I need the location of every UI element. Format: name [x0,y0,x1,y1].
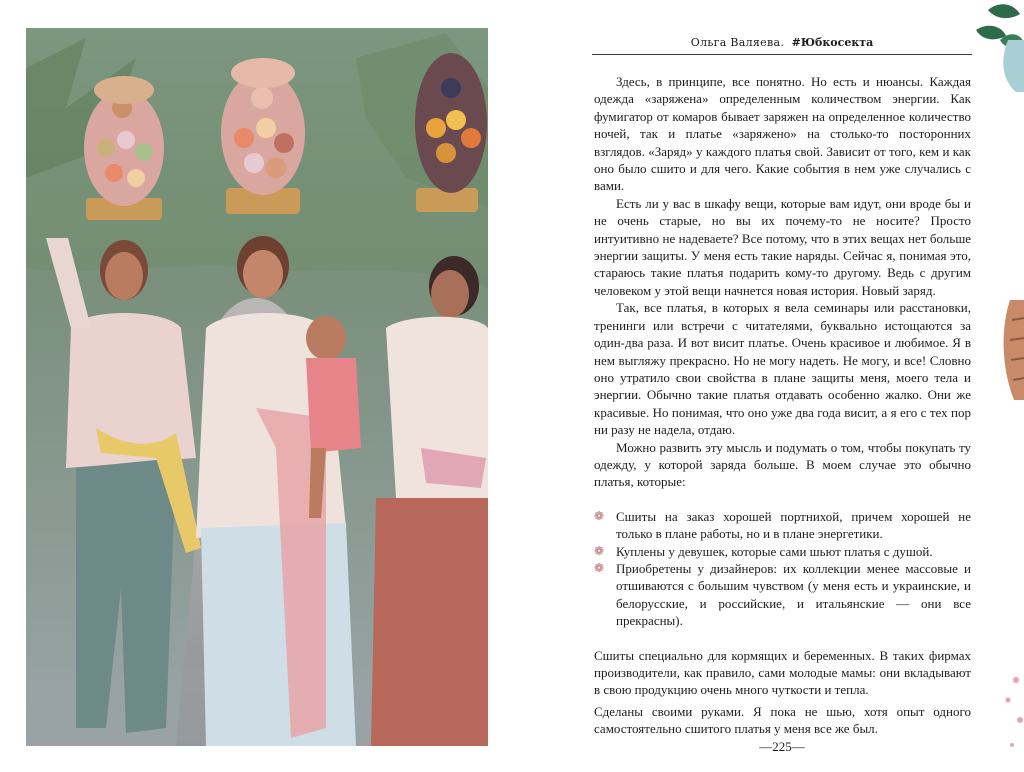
paragraph: Так, все платья, в которых я вела семинары или расстановки, тренинги или встречи с читателями, буквально истощаются за один-два раза. И вот висит платье. Очень красивое и любимое. Я в нем выгляжу прекрасно. Но не могу надеть. Не могу, и все! Словно оно утратило свои свойства в плане защиты меня, моего тела и энергии. Обычно такие платья отдавать особенно жалко. Они же красивые. Но понимая, что оно уже два года висит, а я его с тех пор ни разу не надела, отдаю. [594,300,971,438]
paragraph: Здесь, в принципе, все понятно. Но есть и нюансы. Каждая одежда «заряжена» определенным количеством энергии. Как фумигатор от комаров бывает заряжен на определенное количество ночей, так и платье «заряжено» на столько-то посторонних взглядов. «Заряд» у каждого платья свой. Зависит от того, кем и как оно было сшито и для чего. Какие события в нем уже случались с вами. [594,74,971,194]
pot-icon [1004,300,1024,400]
illustration-women-with-offerings [26,28,488,746]
header-divider [592,54,972,55]
bullet-list [594,508,971,630]
flower-bullet-icon: ❁ [594,508,605,523]
list-item [594,508,971,543]
paragraph: Сделаны своими руками. Я пока не шью, хотя опыт одного самостоятельно сшитого платья у меня все же был. [594,703,971,737]
petals-decoration [1006,677,1024,747]
decorative-leaves-and-vase [970,0,1024,772]
flower-bullet-icon: ❁ [594,560,605,575]
list-item [594,543,971,560]
list-item-text: Сшиты на заказ хорошей портнихой, причем хорошей не только в плане работы, но и в плане энергетики. [616,508,971,542]
paragraph: Можно развить эту мысль и подумать о том, чтобы покупать ту одежду, у которой заряда больше. В моем случае это обычно платья, которые: [594,439,971,490]
running-header [592,36,972,49]
list-item-text: Куплены у девушек, которые сами шьют платья с душой. [616,543,933,559]
list-item-text: Приобретены у дизайнеров: их коллекции менее массовые и отшиваются с большим чувством (у меня есть и украинские, и белорусские, и российские, и итальянские — они все прекрасны). [616,560,971,629]
page-number: —225— [759,739,805,754]
paragraph: Сшиты специально для кормящих и беременных. В таких фирмах производители, как правило, сами молодые мамы: они вкладывают в свою продукцию очень много чуткости и тепла. [594,647,971,698]
page-body-text [594,73,971,738]
vase-icon [1003,40,1024,92]
header-book-title: #Юбкосекта [791,36,874,49]
flower-bullet-icon: ❁ [594,543,605,558]
paragraph: Есть ли у вас в шкафу вещи, которые вам идут, они вроде бы и не очень старые, но вы их почему-то не носите? Просто интуитивно не надеваете? Все потому, что в этих вещах нет больше энергии защиты. У меня есть такие наряды. Сейчас я, понимая это, стараюсь такие платья подарить кому-то другому. Ведь с другим человеком у этой вещи начнется новая история. Новый заряд. [594,195,971,298]
list-item [594,560,971,630]
header-author: Ольга Валяева. [690,36,785,49]
